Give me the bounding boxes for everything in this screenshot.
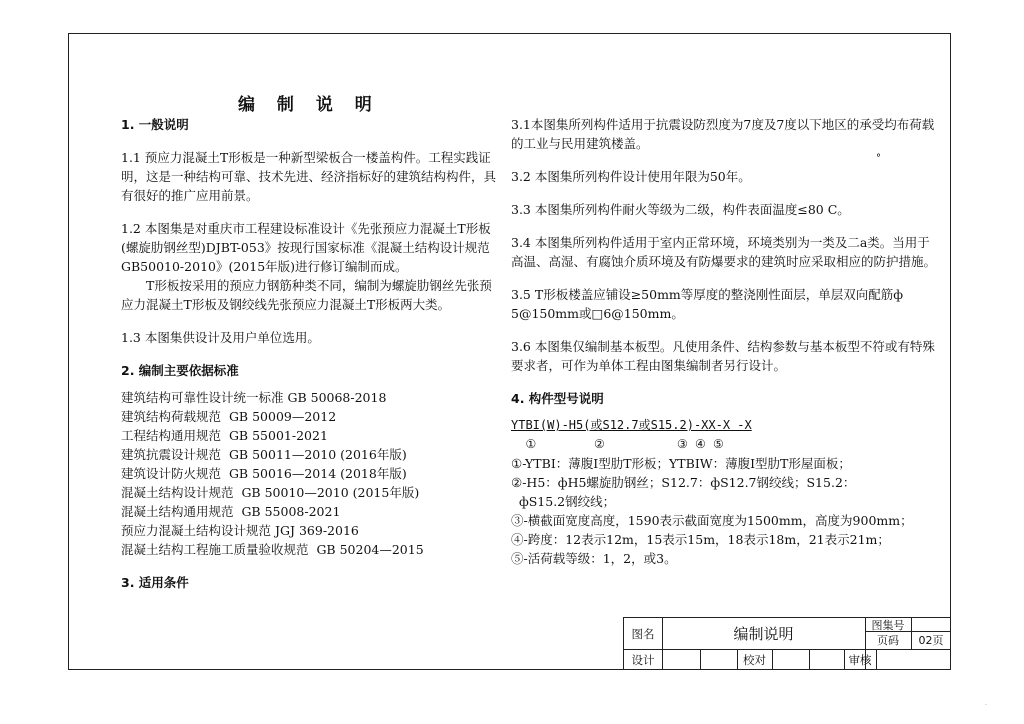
design-label: 设计 <box>631 652 655 667</box>
code-item: ①-YTBI：薄腹I型肋T形板；YTBIW：薄腹I型肋T形屋面板； <box>511 456 851 471</box>
section-4-heading: 4. 构件型号说明 <box>511 391 604 406</box>
drawing-name-label: 图名 <box>631 626 655 641</box>
standard-item: 建筑结构荷载规范 GB 50009—2012 <box>121 409 337 424</box>
standard-item: 混凝土结构通用规范 GB 55008-2021 <box>121 504 341 519</box>
code-item: ③-横截面宽度高度，1590表示截面宽度为1500mm，高度为900mm； <box>511 513 913 528</box>
title-block <box>623 617 951 670</box>
standard-item: 预应力混凝土结构设计规范 JGJ 369-2016 <box>121 523 359 538</box>
para-3-4: 3.4 本图集所列构件适用于室内正常环境，环境类别为一类及二a类。当用于高温、高湿、有腐蚀介质环境及有防爆要求的建筑时应采取相应的防护措施。 <box>511 235 937 269</box>
standard-item: 混凝土结构工程施工质量验收规范 GB 50204—2015 <box>121 542 424 557</box>
para-1-3: 1.3 本图集供设计及用户单位选用。 <box>121 330 320 345</box>
standard-item: 工程结构通用规范 GB 55001-2021 <box>121 428 328 443</box>
section-3-heading: 3. 适用条件 <box>121 575 189 590</box>
page-label: 页码 <box>877 634 899 647</box>
code-item: фS15.2钢绞线； <box>511 494 616 509</box>
para-3-3: 3.3 本图集所列构件耐火等级为二级，构件表面温度≤80 C。 <box>511 202 850 217</box>
para-3-5: 3.5 T形板楼盖应铺设≥50mm等厚度的整浇刚性面层，单层双向配筋ф 5@150mm或□6@150mm。 <box>511 287 904 321</box>
page-title: 编 制 说 明 <box>238 95 380 115</box>
model-code: YTBI(W)-H5(或S12.7或S15.2)-XX-X -X <box>511 418 752 432</box>
review-label: 审核 <box>848 652 872 667</box>
code-item: ④-跨度：12表示12m，15表示15m，18表示18m，21表示21m； <box>511 532 890 547</box>
para-1-1: 1.1 预应力混凝土T形板是一种新型梁板合一楼盖构件。工程实践证明，这是一种结构可靠、技术先进、经济指标好的建筑结构构件，具有很好的推广应用前景。 <box>121 150 497 203</box>
code-item: ②-H5：фH5螺旋肋钢丝；S12.7：фS12.7钢绞线；S15.2： <box>511 475 856 490</box>
standard-item: 建筑抗震设计规范 GB 50011—2010 (2016年版) <box>121 447 407 462</box>
code-item: ⑤-活荷载等级：1，2，或3。 <box>511 551 677 566</box>
model-code-markers: ① ② ③ ④ ⑤ <box>511 437 724 451</box>
standard-item: 建筑设计防火规范 GB 50016—2014 (2018年版) <box>121 466 407 481</box>
section-2-heading: 2. 编制主要依据标准 <box>121 363 239 378</box>
para-3-6: 3.6 本图集仅编制基本板型。凡使用条件、结构参数与基本板型不符或有特殊要求者，可作为单体工程由图集编制者另行设计。 <box>511 339 935 373</box>
check-label: 校对 <box>743 652 766 667</box>
para-1-2b: T形板按采用的预应力钢筋种类不同，编制为螺旋肋钢丝先张预应力混凝土T形板及钢绞线先张预应力混凝土T形板两大类。 <box>121 278 492 312</box>
para-1-2: 1.2 本图集是对重庆市工程建设标准设计《先张预应力混凝土T形板(螺旋肋钢丝型)DJBT-053》按现行国家标准《混凝土结构设计规范GB50010-2010》(2015年版)进行修订编制而成。 <box>121 221 491 274</box>
section-1-heading: 1. 一般说明 <box>121 117 189 132</box>
standard-item: 建筑结构可靠性设计统一标准 GB 50068-2018 <box>121 390 387 405</box>
para-3-2: 3.2 本图集所列构件设计使用年限为50年。 <box>511 169 751 184</box>
right-column <box>511 115 936 568</box>
page-value: 02页 <box>918 634 944 647</box>
standard-item: 混凝土结构设计规范 GB 50010—2010 (2015年版) <box>121 485 420 500</box>
scan-speck: . <box>985 700 987 707</box>
drawing-name: 编制说明 <box>733 625 794 643</box>
atlas-no-label: 图集号 <box>871 618 905 632</box>
para-3-1: 3.1本图集所列构件适用于抗震设防烈度为7度及7度以下地区的承受均布荷载的工业与民用建筑楼盖。 <box>511 117 935 151</box>
left-column <box>121 115 501 592</box>
degree-mark: ° <box>876 153 881 164</box>
